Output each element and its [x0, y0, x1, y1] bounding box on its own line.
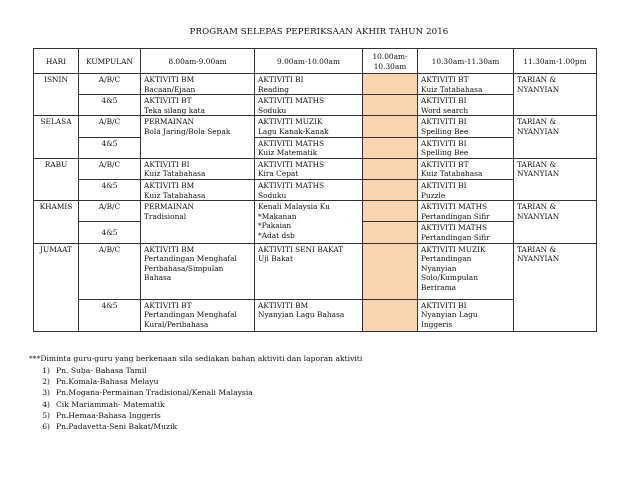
list-number: 4) [42, 399, 50, 409]
activity-cell: AKTIVITI MATHS Kira Cepat [255, 158, 363, 179]
list-text: Pn.Komala-Bahasa Melayu [56, 377, 159, 387]
break-cell [363, 95, 418, 116]
group-cell: A/B/C [79, 243, 141, 299]
activity-cell: AKTIVITI BM Pertandingan Menghafal Peribahasa/Simpulan Bahasa [141, 243, 255, 299]
break-cell [363, 158, 418, 179]
break-cell [363, 137, 418, 158]
list-text: Pn.Hemaa-Bahasa Inggeris [56, 410, 161, 420]
break-cell [363, 201, 418, 222]
break-cell [363, 116, 418, 137]
list-number: 2) [42, 377, 50, 387]
activity-cell: AKTIVITI BT Kuiz Tatabahasa [418, 74, 514, 95]
header-slot-3 [363, 49, 418, 74]
activity-cell: AKTIVITI MUZIK Lagu Kanak-Kanak [255, 116, 363, 137]
list-text: Pn. Suba- Bahasa Tamil [56, 366, 147, 375]
group-cell: A/B/C [79, 116, 141, 137]
day-cell: RABU [34, 158, 79, 200]
group-cell: 4&5 [79, 137, 141, 158]
activity-cell: TARIAN & NYANYIAN [514, 201, 597, 243]
activity-cell: AKTIVITI MATHS Kuiz Matematik [255, 137, 363, 158]
activity-cell: AKTIVITI BI Kuiz Tatabahasa [141, 158, 255, 179]
activity-cell: AKTIVITI SENI BAKAT Uji Bakat [255, 243, 363, 299]
activity-cell: AKTIVITI BM Nyanyian Lagu Bahasa [255, 299, 363, 331]
group-cell: 4&5 [79, 179, 141, 200]
day-cell: SELASA [34, 116, 79, 158]
teacher-list [29, 365, 253, 432]
group-cell: A/B/C [79, 74, 141, 95]
activity-cell: PERMAINAN Bola Jaring/Bola Sepak [141, 116, 255, 158]
day-cell: KHAMIS [34, 201, 79, 243]
activity-cell: AKTIVITI BI Nyanyian Lagu Inggeris [418, 299, 514, 331]
break-cell [363, 299, 418, 331]
activity-cell: TARIAN & NYANYIAN [514, 158, 597, 200]
list-text: Cik Mariammah- Matematik [56, 399, 165, 409]
activity-cell: AKTIVITI MUZIK Pertandingan Nyanyian Solo/Kumpulan Berirama [418, 243, 514, 299]
list-item [29, 365, 253, 376]
activity-cell: Kenali Malaysia Ku *Makanan *Pakaian *Adat dsb [255, 201, 363, 243]
list-number: 3) [42, 388, 50, 398]
table-row [34, 201, 597, 222]
break-cell [363, 179, 418, 200]
header-slot-5: 11.30am-1.00pm [514, 49, 597, 74]
activity-cell: AKTIVITI MATHS Soduku [255, 95, 363, 116]
activity-cell: AKTIVITI MATHS Soduku [255, 179, 363, 200]
list-item [29, 399, 253, 410]
header-row [34, 49, 597, 74]
break-cell [363, 243, 418, 299]
list-number: 5) [42, 410, 50, 420]
table-row [34, 95, 597, 116]
list-text: Pn.Mogana-Permainan Tradisional/Kenali Malaysia [56, 388, 253, 398]
header-slot-4: 10.30am-11.30am [418, 49, 514, 74]
table-row [34, 243, 597, 299]
table-row [34, 158, 597, 179]
activity-cell: AKTIVITI BI Puzzle [418, 179, 514, 200]
group-cell: A/B/C [79, 201, 141, 222]
group-cell: 4&5 [79, 95, 141, 116]
footer-note: ***Diminta guru-guru yang berkenaan sila sediakan bahan aktiviti dan laporan aktiviti [29, 354, 363, 363]
activity-cell: AKTIVITI BI Word search [418, 95, 514, 116]
break-cell [363, 222, 418, 243]
list-number: 1) [42, 366, 50, 375]
day-cell: JUMAAT [34, 243, 79, 331]
header-hari: HARI [34, 49, 79, 74]
activity-cell: AKTIVITI MATHS Pertandingan Sifir [418, 222, 514, 243]
list-item [29, 421, 253, 432]
group-cell: 4&5 [79, 299, 141, 331]
table-row [34, 179, 597, 200]
page-title: PROGRAM SELEPAS PEPERIKSAAN AKHIR TAHUN 2016 [189, 27, 449, 37]
activity-cell: AKTIVITI BI Spelling Bee [418, 116, 514, 137]
list-item [29, 410, 253, 421]
header-slot-1: 8.00am-9.00am [141, 49, 255, 74]
list-item [29, 376, 253, 387]
activity-cell: AKTIVITI BT Teka silang kata [141, 95, 255, 116]
schedule-table [33, 48, 597, 332]
table-row [34, 74, 597, 95]
header-slot-3-text: 10.00am- 10.30am [372, 51, 408, 71]
activity-cell: AKTIVITI BM Bacaan/Ejaan [141, 74, 255, 95]
list-number: 6) [42, 422, 50, 432]
header-slot-2: 9.00am-10.00am [255, 49, 363, 74]
activity-cell: AKTIVITI BI Reading [255, 74, 363, 95]
activity-cell: TARIAN & NYANYIAN [514, 74, 597, 116]
break-cell [363, 74, 418, 95]
group-cell: A/B/C [79, 158, 141, 179]
activity-cell: TARIAN & NYANYIAN [514, 116, 597, 158]
table-row [34, 116, 597, 137]
group-cell: 4&5 [79, 222, 141, 243]
activity-cell: AKTIVITI BT Pertandingan Menghafal Kural/Peribahasa [141, 299, 255, 331]
table-row [34, 299, 597, 331]
header-kumpulan: KUMPULAN [79, 49, 141, 74]
list-item [29, 387, 253, 398]
activity-cell: AKTIVITI BI Spelling Bee [418, 137, 514, 158]
activity-cell: PERMAINAN Tradisional [141, 201, 255, 243]
activity-cell: AKTIVITI MATHS Pertandingan Sifir [418, 201, 514, 222]
activity-cell: AKTIVITI BM Kuiz Tatabahasa [141, 179, 255, 200]
activity-cell: AKTIVITI BT Kuiz Tatabahasa [418, 158, 514, 179]
activity-cell: TARIAN & NYANYIAN [514, 243, 597, 331]
day-cell: ISNIN [34, 74, 79, 116]
table-row [34, 137, 597, 158]
list-text: Pn.Padavetta-Seni Bakat/Muzik [56, 422, 178, 432]
